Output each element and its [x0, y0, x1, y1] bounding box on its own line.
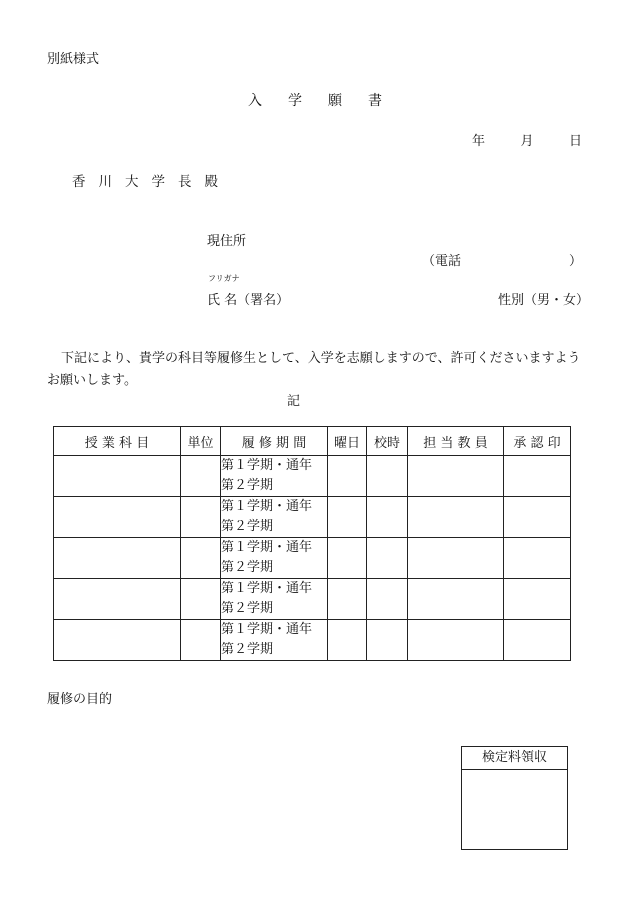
- phone-field: [422, 250, 582, 269]
- subject-cell[interactable]: [54, 538, 181, 579]
- date-month-label: 月: [520, 134, 534, 149]
- subject-cell[interactable]: [54, 620, 181, 661]
- term-option-first: 第１学期・通年: [221, 540, 313, 555]
- furigana-label: フリガナ: [208, 274, 240, 283]
- form-type-label: 別紙様式: [47, 52, 100, 67]
- phone-close-paren: ）: [568, 254, 582, 269]
- fee-receipt-title: 検定料領収: [462, 747, 567, 770]
- table-row: [54, 497, 571, 538]
- address-label: 現住所: [207, 234, 247, 249]
- table-row: [54, 456, 571, 497]
- day-cell[interactable]: [328, 538, 367, 579]
- day-cell[interactable]: [328, 497, 367, 538]
- period-cell[interactable]: [367, 456, 408, 497]
- credits-cell[interactable]: [181, 456, 221, 497]
- purpose-label: 履修の目的: [47, 692, 113, 707]
- term-option-first: 第１学期・通年: [221, 499, 313, 514]
- table-row: [54, 579, 571, 620]
- teacher-cell[interactable]: [408, 456, 504, 497]
- term-option-first: 第１学期・通年: [221, 622, 313, 637]
- name-label: 氏 名（署名）: [207, 293, 290, 308]
- approval-cell[interactable]: [504, 456, 571, 497]
- teacher-cell[interactable]: [408, 620, 504, 661]
- term-cell: [221, 579, 328, 620]
- header-day: 曜日: [328, 427, 367, 456]
- approval-cell[interactable]: [504, 497, 571, 538]
- approval-cell[interactable]: [504, 579, 571, 620]
- term-cell: [221, 538, 328, 579]
- teacher-cell[interactable]: [408, 579, 504, 620]
- credits-cell[interactable]: [181, 538, 221, 579]
- credits-cell[interactable]: [181, 620, 221, 661]
- ki-heading: 記: [287, 394, 301, 409]
- fee-receipt-box: [461, 746, 568, 850]
- header-approval: 承 認 印: [504, 427, 571, 456]
- header-period: 校時: [367, 427, 408, 456]
- gender-label: 性別（男・女）: [498, 293, 590, 308]
- day-cell[interactable]: [328, 620, 367, 661]
- addressee: 香川大学長殿: [72, 174, 231, 190]
- period-cell[interactable]: [367, 497, 408, 538]
- term-cell: [221, 497, 328, 538]
- term-option-first: 第１学期・通年: [221, 581, 313, 596]
- subject-cell[interactable]: [54, 456, 181, 497]
- credits-cell[interactable]: [181, 497, 221, 538]
- period-cell[interactable]: [367, 579, 408, 620]
- term-option-second: 第２学期: [221, 478, 274, 493]
- header-subject: 授 業 科 目: [54, 427, 181, 456]
- course-table: [53, 426, 571, 661]
- term-option-second: 第２学期: [221, 601, 274, 616]
- term-cell: [221, 620, 328, 661]
- approval-cell[interactable]: [504, 620, 571, 661]
- date-year-label: 年: [472, 134, 486, 149]
- date-day-label: 日: [568, 134, 582, 149]
- credits-cell[interactable]: [181, 579, 221, 620]
- subject-cell[interactable]: [54, 579, 181, 620]
- day-cell[interactable]: [328, 456, 367, 497]
- subject-cell[interactable]: [54, 497, 181, 538]
- term-option-first: 第１学期・通年: [221, 458, 313, 473]
- term-option-second: 第２学期: [221, 560, 274, 575]
- header-teacher: 担 当 教 員: [408, 427, 504, 456]
- term-cell: [221, 456, 328, 497]
- request-statement: 下記により、貴学の科目等履修生として、入学を志願しますので、許可くださいますようお願いします。: [47, 351, 581, 388]
- table-header-row: [54, 427, 571, 456]
- date-line: [472, 130, 582, 149]
- approval-cell[interactable]: [504, 538, 571, 579]
- teacher-cell[interactable]: [408, 538, 504, 579]
- term-option-second: 第２学期: [221, 642, 274, 657]
- term-option-second: 第２学期: [221, 519, 274, 534]
- teacher-cell[interactable]: [408, 497, 504, 538]
- period-cell[interactable]: [367, 538, 408, 579]
- table-row: [54, 538, 571, 579]
- table-row: [54, 620, 571, 661]
- day-cell[interactable]: [328, 579, 367, 620]
- header-term: 履 修 期 間: [221, 427, 328, 456]
- phone-label: （電話: [422, 254, 462, 269]
- period-cell[interactable]: [367, 620, 408, 661]
- header-credits: 単位: [181, 427, 221, 456]
- document-title: 入学願書: [248, 93, 408, 109]
